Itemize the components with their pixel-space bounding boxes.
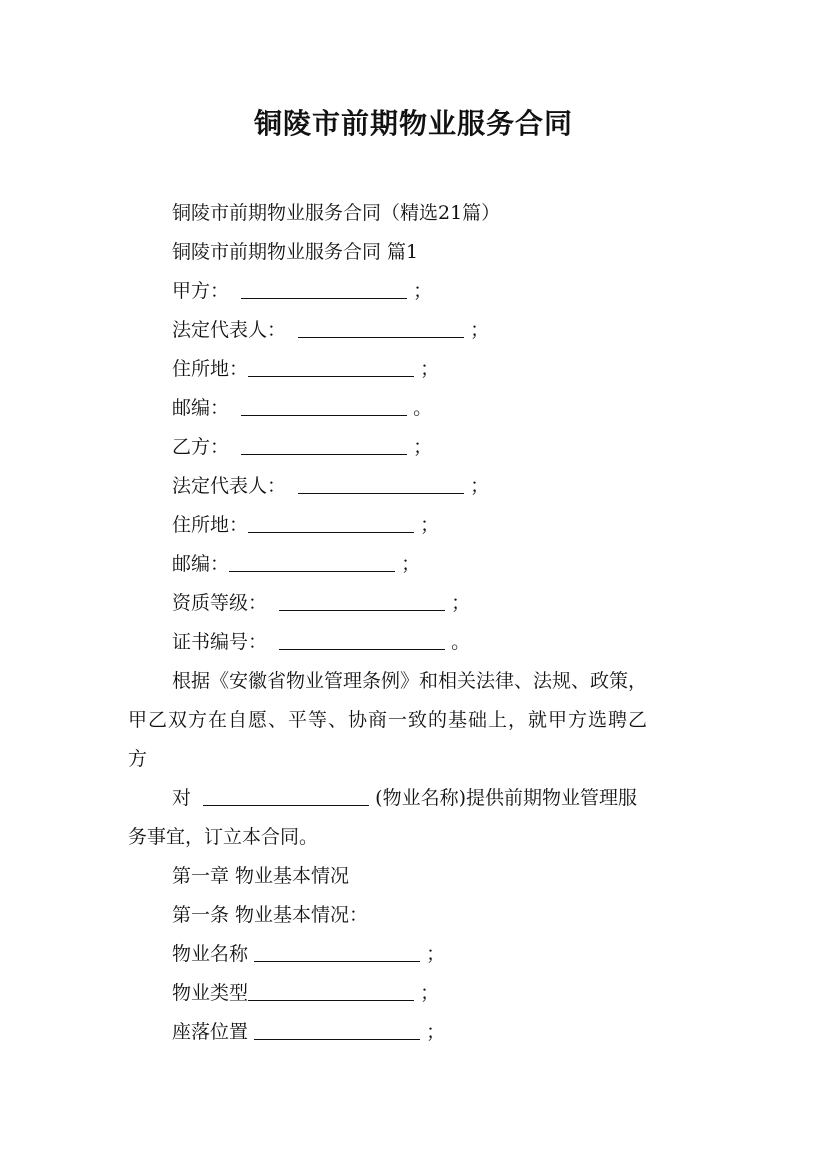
party-b-blank [241, 430, 407, 455]
property-type-label: 物业类型 [172, 982, 249, 1004]
subtitle: 铜陵市前期物业服务合同（精选21篇） [172, 202, 501, 224]
party-b-address-line [0, 506, 827, 545]
party-a-blank [241, 274, 407, 299]
party-a-address-line [0, 350, 827, 389]
punct: ； [420, 358, 440, 380]
preamble-line-4 [0, 779, 827, 818]
party-a-label: 甲方： [172, 280, 230, 302]
punct: ； [413, 280, 433, 302]
punct: ； [451, 592, 471, 614]
party-b-rep-blank [298, 469, 464, 494]
party-a-address-blank [248, 352, 414, 377]
party-b-address-label: 住所地： [172, 514, 249, 536]
document-body [0, 194, 827, 1052]
property-location-line [0, 1013, 827, 1052]
party-b-label: 乙方： [172, 436, 230, 458]
party-b-certificate-blank [279, 625, 445, 650]
party-a-rep-blank [298, 313, 464, 338]
preamble-line-4-suffix: (物业名称)提供前期物业管理服 [375, 787, 637, 809]
property-location-blank [254, 1015, 420, 1040]
party-a-postcode-blank [241, 391, 407, 416]
party-a-rep-line [0, 311, 827, 350]
property-location-label: 座落位置 [172, 1021, 249, 1043]
chapter-heading: 第一章 物业基本情况 [172, 865, 350, 887]
party-b-certificate-line [0, 623, 827, 662]
property-name-line [0, 935, 827, 974]
preamble-line-2: 甲乙双方在自愿、平等、协商一致的基础上，就甲方选聘乙 [128, 709, 649, 731]
party-a-postcode-line [0, 389, 827, 428]
party-b-rep-label: 法定代表人： [172, 475, 287, 497]
party-b-address-blank [248, 508, 414, 533]
party-b-qualification-blank [279, 586, 445, 611]
party-b-certificate-label: 证书编号： [172, 631, 268, 653]
punct: ； [426, 1021, 446, 1043]
punct: ； [470, 319, 490, 341]
punct: ； [420, 514, 440, 536]
punct: 。 [413, 397, 433, 419]
section-heading: 铜陵市前期物业服务合同 篇1 [172, 241, 419, 263]
party-b-postcode-label: 邮编： [172, 553, 230, 575]
party-a-line [0, 272, 827, 311]
property-name-blank [203, 781, 369, 806]
preamble-line-4-prefix: 对 [172, 787, 192, 809]
property-name-label: 物业名称 [172, 943, 249, 965]
party-a-rep-label: 法定代表人： [172, 319, 287, 341]
party-b-rep-line [0, 467, 827, 506]
property-name-field-blank [254, 937, 420, 962]
punct: ； [413, 436, 433, 458]
article-heading: 第一条 物业基本情况： [172, 904, 369, 926]
party-b-postcode-blank [229, 547, 395, 572]
document-title: 铜陵市前期物业服务合同 [253, 107, 573, 140]
party-a-postcode-label: 邮编： [172, 397, 230, 419]
punct: ； [420, 982, 440, 1004]
party-a-address-label: 住所地： [172, 358, 249, 380]
preamble-line-3: 方 [128, 748, 148, 770]
party-b-line [0, 428, 827, 467]
party-b-qualification-line [0, 584, 827, 623]
punct: 。 [451, 631, 471, 653]
punct: ； [470, 475, 490, 497]
preamble-line-5: 务事宜，订立本合同。 [128, 826, 319, 848]
punct: ； [401, 553, 421, 575]
property-type-blank [248, 976, 414, 1001]
preamble-line-1: 根据《安徽省物业管理条例》和相关法律、法规、政策， [172, 670, 648, 692]
punct: ； [426, 943, 446, 965]
party-b-qualification-label: 资质等级： [172, 592, 268, 614]
party-b-postcode-line [0, 545, 827, 584]
property-type-line [0, 974, 827, 1013]
